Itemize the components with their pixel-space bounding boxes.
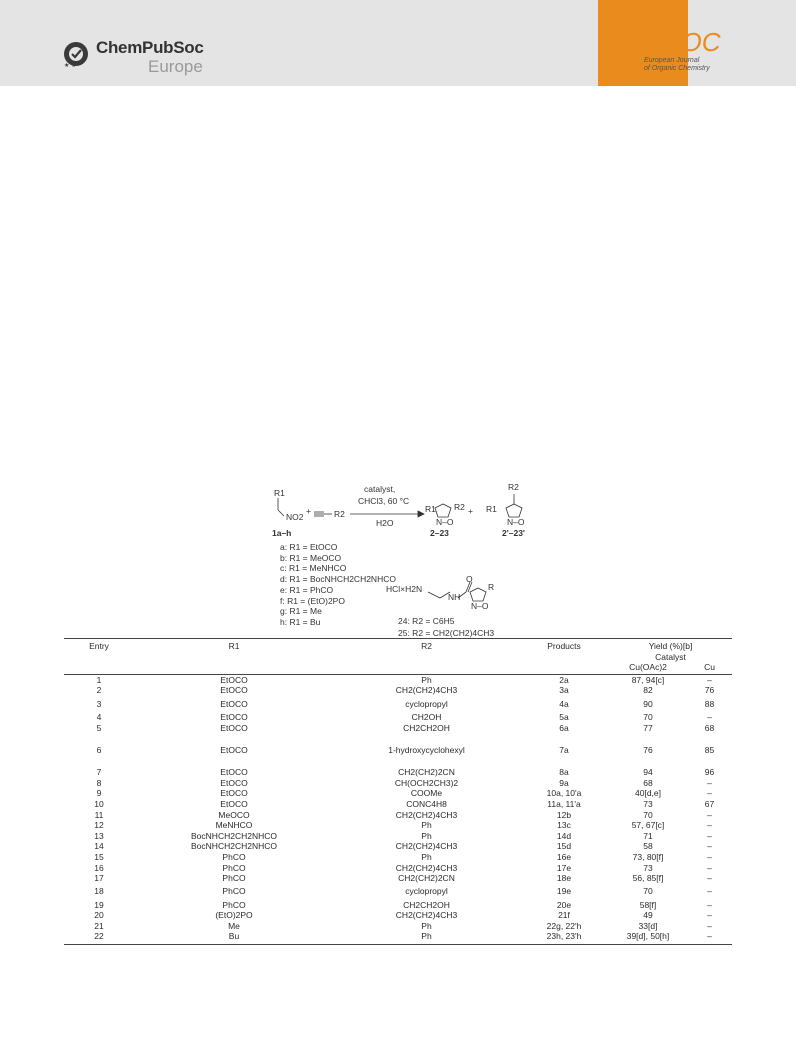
- cell-product: 16e: [556, 851, 572, 862]
- scheme-sub-f: f: R1 = (EtO)2PO: [280, 595, 345, 606]
- cell-product: 7a: [559, 744, 569, 755]
- cell-product: 11a, 11'a: [547, 798, 581, 809]
- cell-r2: Ph: [421, 674, 432, 685]
- table-row: [64, 900, 732, 911]
- table-row: [64, 921, 732, 932]
- cell-yield-cuoac: 73: [643, 862, 653, 873]
- header-r1: R1: [134, 639, 334, 652]
- cell-yield-cuoac: 58[f]: [639, 899, 657, 910]
- cell-product: 4a: [559, 698, 569, 709]
- cell-r2: cyclopropyl: [405, 698, 448, 709]
- cell-r2: Ph: [334, 931, 519, 944]
- cell-r2: CH2(CH2)4CH3: [395, 841, 458, 852]
- cell-yield-cu: –: [707, 910, 712, 921]
- cell-yield-cuoac: 76: [643, 744, 653, 755]
- scheme-sub-c: c: R1 = MeNHCO: [280, 563, 347, 574]
- svg-text:★ ★: ★ ★: [64, 63, 77, 68]
- cell-yield-cu: –: [707, 809, 712, 820]
- scheme-p1-ring: N–O: [436, 517, 454, 527]
- cell-entry: 1: [96, 674, 102, 685]
- cell-product: 22g, 22'h: [546, 920, 582, 931]
- cell-yield-cuoac: 70: [643, 711, 653, 722]
- table-row: [64, 712, 732, 723]
- scheme-conditions-2: CHCl3, 60 °C: [358, 496, 410, 506]
- cell-r2: CH2CH2OH: [403, 899, 450, 910]
- cell-yield-cu: –: [707, 886, 712, 897]
- journal-full-line1: European Journal: [644, 57, 700, 64]
- cell-yield-cuoac: 70: [643, 809, 653, 820]
- cell-entry: 6: [96, 744, 102, 755]
- cell-r1: MeOCO: [218, 809, 250, 820]
- cell-r2: Ph: [421, 920, 432, 931]
- scheme-p1-label: 2–23: [430, 528, 449, 538]
- scheme-conditions-3: H2O: [376, 518, 394, 528]
- cell-product: 8a: [559, 767, 569, 778]
- cell-product: 13c: [557, 820, 571, 831]
- header-entry: Entry: [64, 639, 134, 652]
- cell-yield-cuoac: 82: [643, 685, 653, 696]
- cell-entry: 12: [94, 820, 104, 831]
- cell-yield-cuoac: 68: [643, 777, 653, 788]
- cell-r1: Me: [228, 920, 240, 931]
- cell-product: 17e: [556, 862, 572, 873]
- cell-yield-cuoac: 40[d,e]: [635, 788, 661, 799]
- cell-r2: CH2(CH2)4CH3: [395, 685, 458, 696]
- table-row: [64, 884, 732, 900]
- scheme-p2-r2: R2: [508, 482, 519, 492]
- publisher-name: ChemPubSoc: [96, 38, 204, 57]
- cell-yield-cu: –: [707, 920, 712, 931]
- cell-r1: PhCO: [222, 886, 246, 897]
- cell-r1: PhCO: [222, 873, 246, 884]
- cell-entry: 19: [94, 899, 104, 910]
- cell-entry: 7: [96, 767, 102, 778]
- cell-r1: EtOCO: [220, 798, 248, 809]
- scheme-conditions-1: catalyst,: [364, 484, 396, 494]
- cell-entry: 14: [94, 841, 104, 852]
- cell-yield-cuoac: 94: [643, 767, 653, 778]
- scheme-p2-r1: R1: [486, 504, 497, 514]
- cell-entry: 4: [96, 711, 102, 722]
- scheme-amide-nh: NH: [448, 592, 461, 602]
- scheme-amide-o: O: [466, 574, 473, 584]
- cell-r1: BocNHCH2CH2NHCO: [191, 830, 277, 841]
- cell-entry: 3: [96, 698, 102, 709]
- cell-entry: 18: [94, 886, 104, 897]
- cell-entry: 2: [96, 685, 102, 696]
- cell-yield-cu: 76: [704, 685, 715, 696]
- header-yield: Yield (%)[b]: [609, 639, 732, 652]
- cell-product: 23h, 23'h: [519, 931, 609, 944]
- cell-product: 18e: [556, 873, 572, 884]
- table-row: [64, 931, 732, 944]
- cell-r2: Ph: [421, 820, 432, 831]
- cell-r2: COOMe: [410, 788, 443, 799]
- cell-yield-cu: 68: [704, 722, 715, 733]
- scheme-sub-b: b: R1 = MeOCO: [280, 552, 342, 563]
- table-row: [64, 674, 732, 685]
- table-row: [64, 799, 732, 810]
- cell-yield-cuoac: 56, 85[f]: [632, 873, 664, 884]
- scheme-r24: 24: R2 = C6H5: [398, 616, 455, 626]
- cell-yield-cuoac: 70: [643, 886, 653, 897]
- cell-entry: 16: [94, 862, 104, 873]
- results-table: [64, 638, 732, 945]
- table-row: [64, 696, 732, 712]
- scheme-plus2: +: [468, 506, 473, 516]
- cell-yield-cuoac: 90: [643, 698, 653, 709]
- cell-yield-cuoac: 49: [643, 910, 653, 921]
- table-row: [64, 831, 732, 842]
- cell-r2: CH2(CH2)4CH3: [395, 862, 458, 873]
- cell-product: 19e: [556, 886, 572, 897]
- cell-yield-cu: 67: [704, 798, 715, 809]
- table-row: [64, 810, 732, 821]
- cell-entry: 10: [94, 798, 104, 809]
- results-body: [64, 674, 732, 944]
- cell-yield-cu: –: [707, 830, 712, 841]
- cell-yield-cu: –: [687, 931, 732, 944]
- cell-yield-cuoac: 77: [643, 722, 653, 733]
- table-row: [64, 852, 732, 863]
- cell-yield-cuoac: 73, 80[f]: [632, 851, 664, 862]
- cell-yield-cu: –: [707, 711, 712, 722]
- cell-r2: CH2OH: [411, 711, 442, 722]
- table-row: [64, 778, 732, 789]
- cell-r1: Bu: [134, 931, 334, 944]
- cell-r1: PhCO: [222, 862, 246, 873]
- cell-r1: EtOCO: [220, 777, 248, 788]
- cell-product: 3a: [559, 685, 569, 696]
- header-products: Products: [519, 639, 609, 652]
- cell-yield-cu: –: [707, 788, 712, 799]
- cell-yield-cu: 96: [704, 767, 715, 778]
- cell-r2: CH2CH2OH: [403, 722, 450, 733]
- chempubsoc-emblem-icon: [62, 40, 90, 68]
- cell-yield-cu: –: [707, 873, 712, 884]
- cell-product: 9a: [559, 777, 569, 788]
- cell-yield-cuoac: 58: [643, 841, 653, 852]
- table-row: [64, 841, 732, 852]
- cell-yield-cu: –: [707, 899, 712, 910]
- scheme-amine-ring: N–O: [471, 601, 489, 611]
- cell-r1: EtOCO: [220, 698, 248, 709]
- scheme-r1-top: R1: [274, 488, 285, 498]
- cell-r1: EtOCO: [220, 711, 248, 722]
- header-cat-cu: Cu: [687, 662, 732, 674]
- cell-r2: 1-hydroxycyclohexyl: [388, 744, 465, 755]
- cell-r2: Ph: [421, 851, 432, 862]
- cell-entry: 8: [96, 777, 102, 788]
- cell-r2: Ph: [421, 830, 432, 841]
- cell-r1: BocNHCH2CH2NHCO: [191, 841, 277, 852]
- cell-product: 2a: [559, 674, 569, 685]
- table-row: [64, 685, 732, 696]
- cell-r1: EtOCO: [220, 788, 248, 799]
- cell-r2: CH2(CH2)2CN: [398, 767, 455, 778]
- table-row: [64, 820, 732, 831]
- cell-entry: 22: [64, 931, 134, 944]
- scheme-amine-r: R: [488, 582, 495, 592]
- cell-entry: 5: [96, 722, 102, 733]
- scheme-sub-e: e: R1 = PhCO: [280, 584, 334, 595]
- cell-product: 6a: [559, 722, 569, 733]
- scheme-start-label: 1a–h: [272, 528, 292, 538]
- cell-r2: CH2(CH2)4CH3: [395, 809, 458, 820]
- journal-full-name: [644, 57, 754, 73]
- scheme-substituent-list: [280, 542, 396, 628]
- table-row: [64, 767, 732, 778]
- scheme-r25: 25: R2 = CH2(CH2)4CH3: [398, 628, 495, 638]
- cell-product: 14d: [556, 830, 572, 841]
- scheme-p1-r2: R2: [454, 502, 465, 512]
- cell-r2: CH2(CH2)2CN: [398, 873, 455, 884]
- cell-entry: 13: [94, 830, 104, 841]
- cell-product: 21f: [558, 910, 570, 921]
- scheme-plus1: +: [306, 506, 311, 516]
- scheme-sub-a: a: R1 = EtOCO: [280, 542, 338, 552]
- cell-r1: EtOCO: [220, 744, 248, 755]
- cell-yield-cu: 88: [704, 698, 715, 709]
- cell-entry: 17: [94, 873, 104, 884]
- table-row: [64, 910, 732, 921]
- journal-logo: [628, 27, 720, 58]
- table-row: [64, 863, 732, 874]
- publisher-sub: Europe: [148, 57, 203, 76]
- cell-r1: PhCO: [222, 899, 246, 910]
- cell-entry: 9: [96, 788, 102, 799]
- header-catalyst: Catalyst: [655, 651, 686, 662]
- cell-yield-cu: –: [707, 674, 712, 685]
- scheme-p2-label: 2'–23': [502, 528, 525, 538]
- cell-yield-cu: –: [707, 777, 712, 788]
- cell-product: 20e: [556, 899, 572, 910]
- scheme-nitro: NO2: [286, 512, 304, 522]
- cell-entry: 20: [94, 910, 104, 921]
- cell-r2: cyclopropyl: [405, 886, 448, 897]
- cell-r2: CONC4H8: [406, 798, 447, 809]
- cell-entry: 15: [94, 851, 104, 862]
- scheme-sub-d: d: R1 = BocNHCH2CH2NHCO: [280, 574, 396, 585]
- reaction-scheme: [270, 480, 570, 652]
- table-row: [64, 733, 732, 767]
- header-r2: R2: [334, 639, 519, 652]
- table-row: [64, 873, 732, 884]
- cell-product: 5a: [559, 711, 569, 722]
- cell-yield-cuoac: 73: [643, 798, 653, 809]
- cell-yield-cuoac: 57, 67[c]: [631, 820, 665, 831]
- scheme-sub-h: h: R1 = Bu: [280, 616, 321, 627]
- scheme-amine-label: HCl×H2N: [386, 584, 423, 594]
- header-cat-cuoac: Cu(OAc)2: [609, 662, 687, 674]
- cell-entry: 11: [94, 809, 104, 820]
- cell-product: 10a, 10'a: [546, 788, 582, 799]
- cell-r1: (EtO)2PO: [215, 910, 253, 921]
- cell-yield-cu: –: [707, 820, 712, 831]
- scheme-alkyne-r2: R2: [334, 509, 345, 519]
- cell-yield-cu: –: [707, 841, 712, 852]
- scheme-p2-ring: N–O: [507, 517, 525, 527]
- cell-yield-cu: –: [707, 851, 712, 862]
- cell-yield-cu: –: [707, 862, 712, 873]
- cell-yield-cu: 85: [704, 744, 715, 755]
- cell-yield-cuoac: 71: [643, 830, 653, 841]
- table-row: [64, 788, 732, 799]
- cell-entry: 21: [94, 920, 104, 931]
- cell-yield-cuoac: 33[d]: [638, 920, 658, 931]
- journal-suffix: JOC: [668, 27, 721, 57]
- scheme-p1-r1: R1: [425, 504, 436, 514]
- journal-prefix: Eur: [628, 27, 669, 57]
- cell-yield-cuoac: 87, 94[c]: [631, 674, 665, 685]
- cell-product: 15d: [556, 841, 572, 852]
- cell-r2: CH2(CH2)4CH3: [395, 910, 458, 921]
- cell-r1: EtOCO: [220, 722, 248, 733]
- cell-product: 12b: [556, 809, 572, 820]
- cell-r2: CH(OCH2CH3)2: [394, 777, 459, 788]
- journal-full-line2: of Organic Chemistry: [644, 65, 710, 72]
- cell-r1: MeNHCO: [215, 820, 253, 831]
- cell-r1: EtOCO: [220, 685, 248, 696]
- cell-yield-cuoac: 39[d], 50[h]: [609, 931, 687, 944]
- cell-r1: PhCO: [222, 851, 246, 862]
- cell-r1: EtOCO: [220, 767, 248, 778]
- cell-r1: EtOCO: [220, 674, 248, 685]
- table-row: [64, 723, 732, 734]
- scheme-sub-g: g: R1 = Me: [280, 606, 322, 617]
